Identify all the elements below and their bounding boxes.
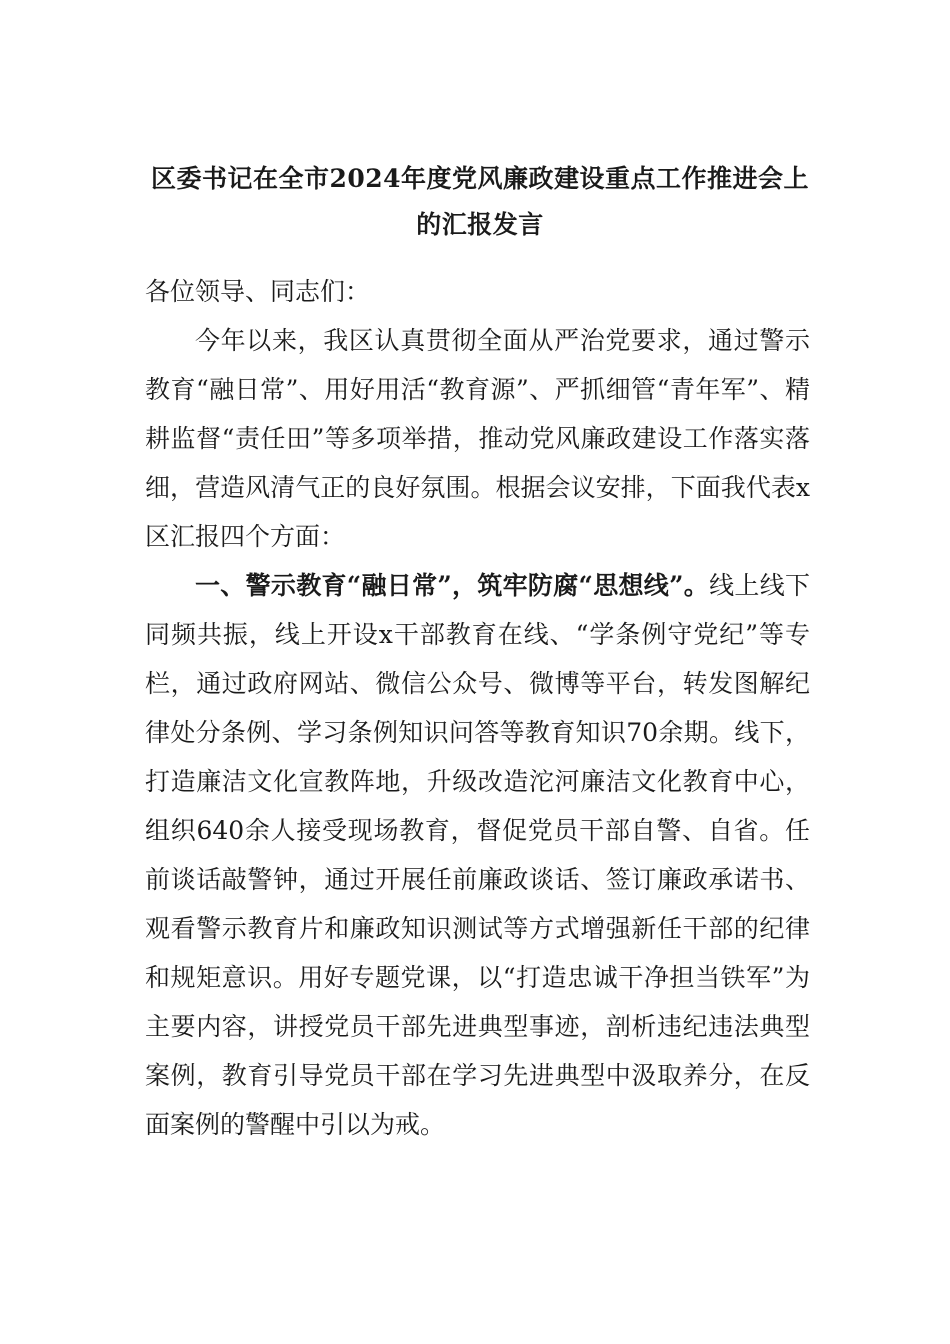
section-1-paragraph [145,561,810,1149]
title-line-1: 区委书记在全市2024年度党风廉政建设重点工作推进会上 [150,164,810,193]
document-body [145,267,810,1149]
salutation: 各位领导、同志们： [145,277,371,306]
title-line-2: 的汇报发言 [416,210,544,239]
intro-paragraph: 今年以来，我区认真贯彻全面从严治党要求，通过警示教育“融日常”、用好用活“教育源”、严抓细管“青年军”、精耕监督“责任田”等多项举措，推动党风廉政建设工作落实落细，营造风清气正的良好氛围。根据会议安排，下面我代表x区汇报四个方面： [145,326,810,551]
section-1-body: 线上线下同频共振，线上开设x干部教育在线、“学条例守党纪”等专栏，通过政府网站、微信公众号、微博等平台，转发图解纪律处分条例、学习条例知识问答等教育知识70余期。线下，打造廉洁文化宣教阵地，升级改造沱河廉洁文化教育中心，组织640余人接受现场教育，督促党员干部自警、自省。任前谈话敲警钟，通过开展任前廉政谈话、签订廉政承诺书、观看警示教育片和廉政知识测试等方式增强新任干部的纪律和规矩意识。用好专题党课，以“打造忠诚干净担当铁军”为主要内容，讲授党员干部先进典型事迹，剖析违纪违法典型案例，教育引导党员干部在学习先进典型中汲取养分，在反面案例的警醒中引以为戒。 [145,571,810,1139]
document-title [140,156,820,248]
section-1-heading: 一、警示教育“融日常”，筑牢防腐“思想线”。 [195,571,710,600]
